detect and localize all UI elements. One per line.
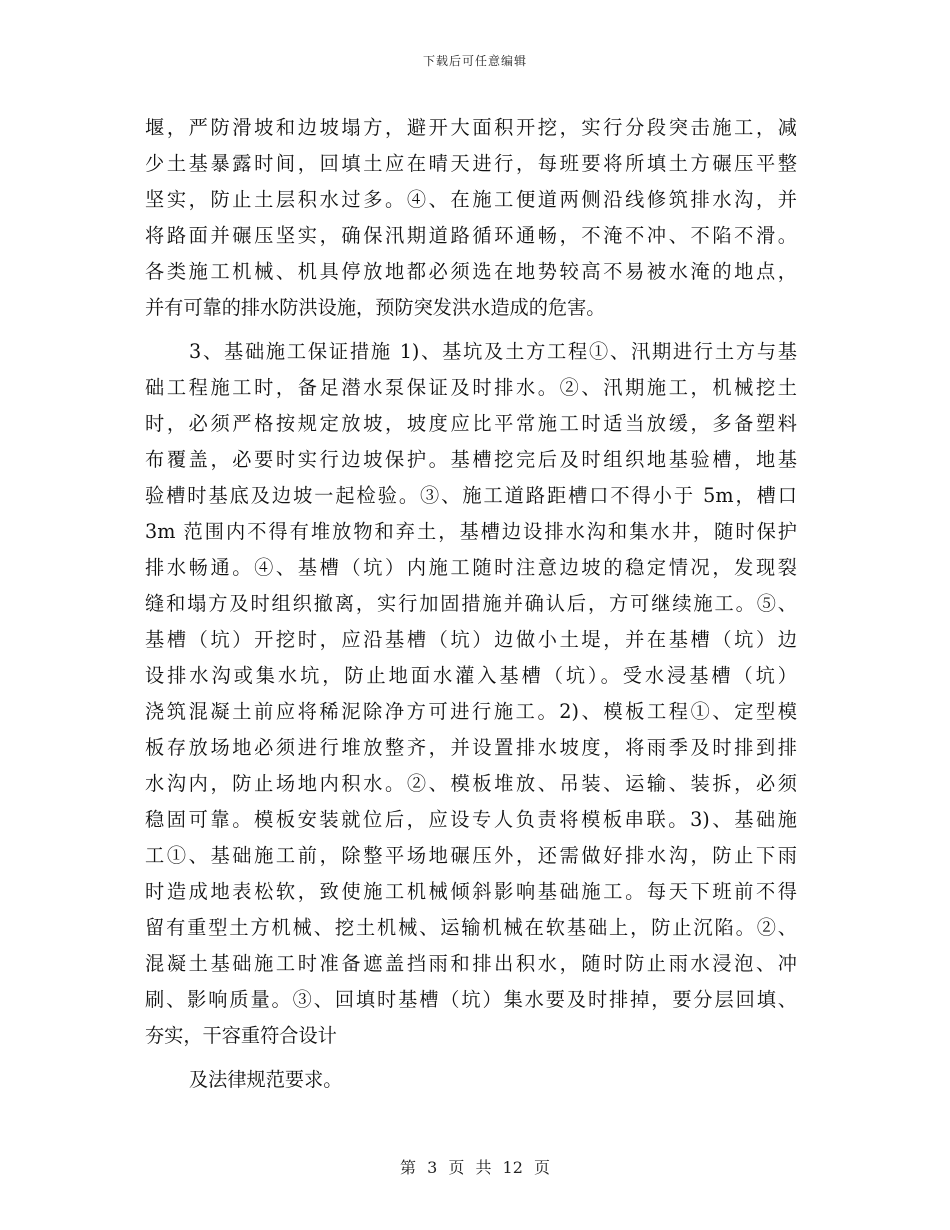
text-line: 3m 范围内不得有堆放物和弃土，基槽边设排水沟和集水井，随时保护 (145, 520, 797, 543)
text-line: 时，必须严格按规定放坡，坡度应比平常施工时适当放缓，多备塑料 (145, 412, 797, 435)
paragraph-first-line: 及法律规范要求。 (189, 1068, 343, 1091)
text-line: 浇筑混凝土前应将稀泥除净方可进行施工。2)、模板工程①、定型模 (145, 700, 797, 723)
text-line: 留有重型土方机械、挖土机械、运输机械在软基础上，防止沉陷。②、 (145, 916, 797, 939)
text-line: 验槽时基底及边坡一起检验。③、施工道路距槽口不得小于 5m，槽口 (145, 484, 797, 507)
text-line: 并有可靠的排水防洪设施，预防突发洪水造成的危害。 (145, 296, 606, 319)
text-line: 板存放场地必须进行堆放整齐，并设置排水坡度，将雨季及时排到排 (145, 736, 797, 759)
text-line: 稳固可靠。模板安装就位后，应设专人负责将模板串联。3)、基础施 (145, 808, 797, 831)
text-line: 缝和塌方及时组织撤离，实行加固措施并确认后，方可继续施工。⑤、 (145, 592, 797, 615)
text-line: 混凝土基础施工时准备遮盖挡雨和排出积水，随时防止雨水浸泡、冲 (145, 952, 797, 975)
text-line: 各类施工机械、机具停放地都必须选在地势较高不易被水淹的地点， (145, 260, 797, 283)
text-line: 时造成地表松软，致使施工机械倾斜影响基础施工。每天下班前不得 (145, 880, 797, 903)
text-line: 堰，严防滑坡和边坡塌方，避开大面积开挖，实行分段突击施工，减 (145, 116, 797, 139)
page-header: 下载后可任意编辑 (422, 54, 527, 68)
page-number: 第 3 页 共 12 页 (400, 1158, 550, 1177)
text-line: 工①、基础施工前，除整平场地碾压外，还需做好排水沟，防止下雨 (145, 844, 797, 867)
text-line: 础工程施工时，备足潜水泵保证及时排水。②、汛期施工，机械挖土 (145, 376, 797, 399)
text-line: 刷、影响质量。③、回填时基槽（坑）集水要及时排掉，要分层回填、 (145, 988, 797, 1011)
text-line: 坚实，防止土层积水过多。④、在施工便道两侧沿线修筑排水沟，并 (145, 188, 797, 211)
text-line: 排水畅通。④、基槽（坑）内施工随时注意边坡的稳定情况，发现裂 (145, 556, 797, 579)
text-line: 夯实，干容重符合设计 (145, 1024, 337, 1047)
text-line: 水沟内，防止场地内积水。②、模板堆放、吊装、运输、装拆，必须 (145, 772, 797, 795)
paragraph-first-line: 3、基础施工保证措施 1)、基坑及土方工程①、汛期进行土方与基 (189, 340, 797, 363)
text-line: 将路面并碾压坚实，确保汛期道路循环通畅，不淹不冲、不陷不滑。 (145, 224, 797, 247)
text-line: 设排水沟或集水坑，防止地面水灌入基槽（坑）。受水浸基槽（坑） (145, 664, 797, 687)
text-line: 布覆盖，必要时实行边坡保护。基槽挖完后及时组织地基验槽，地基 (145, 448, 797, 471)
text-line: 基槽（坑）开挖时，应沿基槽（坑）边做小土堤，并在基槽（坑）边 (145, 628, 797, 651)
text-line: 少土基暴露时间，回填土应在晴天进行，每班要将所填土方碾压平整 (145, 152, 797, 175)
document-body (145, 110, 797, 1098)
